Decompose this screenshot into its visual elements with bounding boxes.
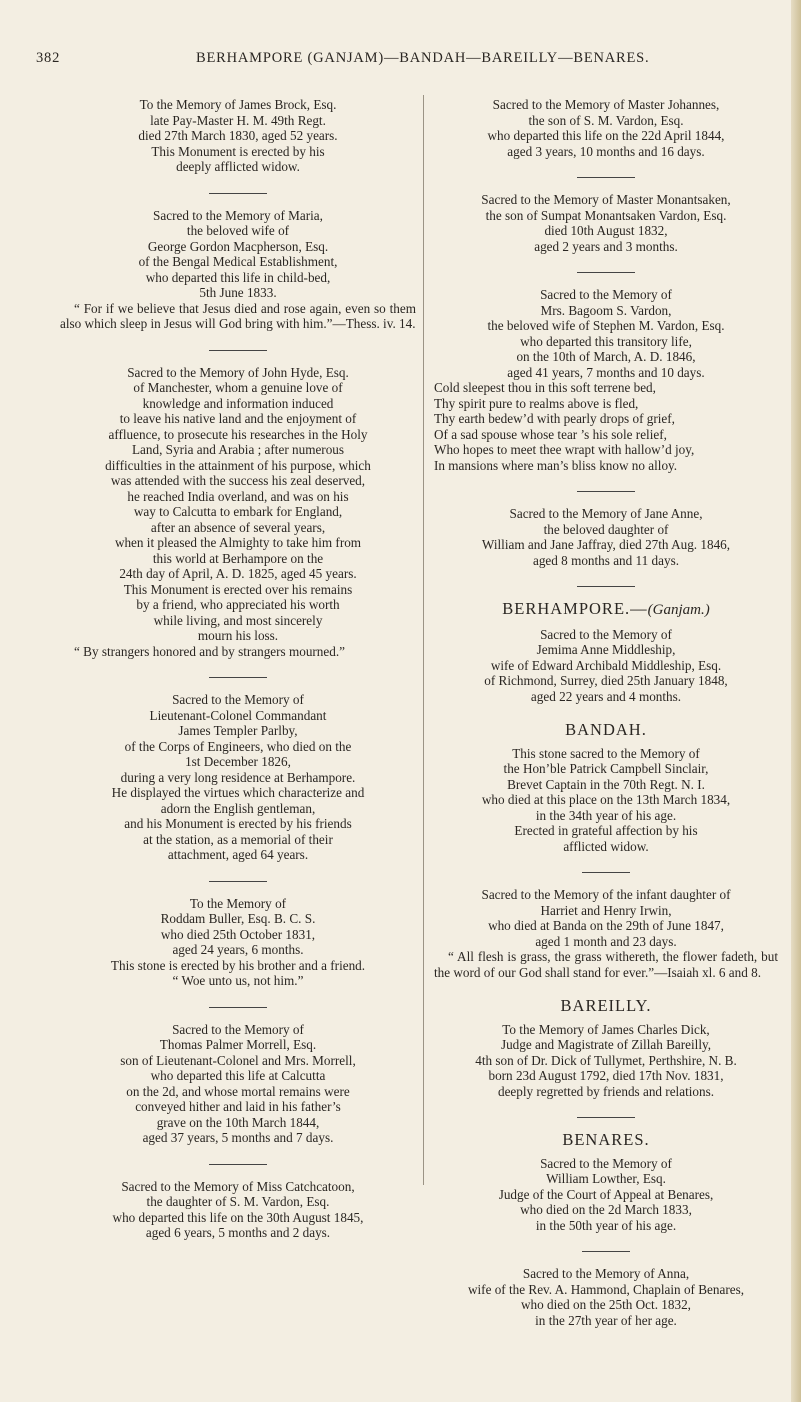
separator-rule bbox=[577, 272, 635, 273]
line: 1st December 1826, bbox=[185, 754, 291, 769]
page-number: 382 bbox=[36, 50, 61, 66]
line: after an absence of several years, bbox=[150, 519, 326, 535]
verse-line: Cold sleepest thou in this soft terrene bed, bbox=[434, 380, 656, 395]
scripture-quote: “ All flesh is grass, the grass withereth, the flower fadeth, but the word of our God shall stand for ever.”—Isaiah xl. 6 and 8. bbox=[434, 949, 778, 980]
line: who departed this life on the 30th August 1845, bbox=[112, 1209, 364, 1225]
line: George Gordon Macpherson, Esq. bbox=[147, 238, 329, 254]
line: grave on the 10th March 1844, bbox=[156, 1114, 320, 1130]
left-column bbox=[60, 97, 416, 1259]
column-divider bbox=[423, 95, 424, 1185]
line: late Pay-Master H. M. 49th Regt. bbox=[150, 112, 326, 128]
line: in the 34th year of his age. bbox=[535, 807, 677, 823]
line: on the 10th of March, A. D. 1846, bbox=[516, 349, 696, 364]
line: Sacred to the Memory of bbox=[172, 692, 304, 707]
line: Sacred to the Memory of Anna, bbox=[522, 1266, 690, 1281]
line: who died 25th October 1831, bbox=[160, 926, 316, 942]
line: of the Bengal Medical Establishment, bbox=[138, 254, 338, 269]
line: deeply afflicted widow. bbox=[176, 159, 300, 174]
epitaph-jane-anne bbox=[434, 506, 778, 568]
line: aged 6 years, 5 months and 2 days. bbox=[145, 1225, 331, 1240]
line: Sacred to the Memory of the infant daughter of bbox=[481, 887, 731, 902]
line: mourn his loss. bbox=[197, 628, 279, 643]
line: the daughter of S. M. Vardon, Esq. bbox=[146, 1194, 330, 1209]
line: 4th son of Dr. Dick of Tullymet, Perthshire, N. B. bbox=[475, 1052, 737, 1068]
line: who departed this life on the 22d April 1844, bbox=[487, 128, 725, 143]
line: James Templer Parlby, bbox=[178, 723, 298, 738]
line: knowledge and information induced bbox=[142, 395, 334, 411]
heading-subtext: (Ganjam.) bbox=[647, 602, 710, 618]
epitaph-lowther bbox=[434, 1156, 778, 1234]
line: Judge of the Court of Appeal at Benares, bbox=[498, 1186, 714, 1202]
separator-rule bbox=[577, 586, 635, 587]
verse-line: Thy spirit pure to realms above is fled, bbox=[434, 395, 639, 411]
line: Lieutenant-Colonel Commandant bbox=[149, 707, 327, 723]
line: the Hon’ble Patrick Campbell Sinclair, bbox=[503, 761, 709, 776]
line: this world at Berhampore on the bbox=[152, 550, 324, 566]
line: while living, and most sincerely bbox=[153, 612, 323, 628]
verse bbox=[434, 380, 778, 473]
line: Sacred to the Memory of bbox=[540, 287, 672, 302]
line: Sacred to the Memory of bbox=[540, 1155, 672, 1171]
section-heading-benares: BENARES. bbox=[562, 1130, 650, 1149]
right-column bbox=[434, 97, 778, 1346]
line: attachment, aged 64 years. bbox=[167, 847, 309, 862]
line: Mrs. Bagoom S. Vardon, bbox=[540, 302, 672, 318]
epitaph-brock bbox=[60, 97, 416, 175]
header-title: BERHAMPORE (GANJAM)—BANDAH—BAREILLY—BENARES. bbox=[196, 50, 650, 66]
line: who died on the 2d March 1833, bbox=[520, 1202, 692, 1217]
line: son of Lieutenant-Colonel and Mrs. Morrell, bbox=[120, 1052, 356, 1068]
line: 5th June 1833. bbox=[199, 285, 277, 300]
separator-rule bbox=[582, 1251, 630, 1252]
line: aged 2 years and 3 months. bbox=[534, 238, 678, 254]
line: William Lowther, Esq. bbox=[546, 1171, 666, 1186]
line: aged 1 month and 23 days. bbox=[535, 933, 677, 949]
line: Sacred to the Memory of Miss Catchcatoon, bbox=[121, 1178, 355, 1194]
epitaph-sinclair bbox=[434, 746, 778, 855]
line: died 27th March 1830, aged 52 years. bbox=[138, 128, 338, 143]
line: Harriet and Henry Irwin, bbox=[540, 902, 672, 918]
line: To the Memory of James Charles Dick, bbox=[502, 1021, 710, 1037]
line: Jemima Anne Middleship, bbox=[536, 642, 676, 657]
line: he reached India overland, and was on his bbox=[127, 488, 349, 504]
line: who died on the 25th Oct. 1832, bbox=[521, 1297, 691, 1312]
line: aged 22 years and 4 months. bbox=[530, 688, 682, 704]
line: at the station, as a memorial of their bbox=[143, 831, 333, 847]
epitaph-anna-hammond bbox=[434, 1266, 778, 1328]
line: of Manchester, whom a genuine love of bbox=[133, 380, 343, 395]
line: aged 41 years, 7 months and 10 days. bbox=[507, 364, 705, 380]
line: This Monument is erected over his remains bbox=[123, 581, 353, 597]
epitaph-hyde bbox=[60, 365, 416, 660]
epitaph-morrell bbox=[60, 1022, 416, 1146]
page-edge bbox=[791, 0, 801, 1402]
line: who died at this place on the 13th March 1834, bbox=[481, 792, 731, 807]
line: deeply regretted by friends and relations. bbox=[497, 1083, 715, 1099]
separator-rule bbox=[577, 491, 635, 492]
epitaph-monantsaken bbox=[434, 192, 778, 254]
line: Sacred to the Memory of bbox=[172, 1021, 304, 1037]
line: aged 3 years, 10 months and 16 days. bbox=[507, 143, 705, 159]
epitaph-catchcatoon bbox=[60, 1179, 416, 1241]
line: of the Corps of Engineers, who died on the bbox=[124, 738, 352, 754]
line: Sacred to the Memory of Maria, bbox=[153, 207, 323, 223]
line: Roddam Buller, Esq. B. C. S. bbox=[160, 911, 316, 926]
line: Judge and Magistrate of Zillah Bareilly, bbox=[500, 1037, 712, 1052]
line: conveyed hither and laid in his father’s bbox=[135, 1099, 341, 1114]
line: during a very long residence at Berhampore. bbox=[120, 769, 356, 785]
section-heading-berhampore bbox=[434, 601, 778, 619]
line: afflicted widow. bbox=[563, 838, 649, 854]
line: in the 27th year of her age. bbox=[535, 1312, 677, 1328]
epitaph-dick bbox=[434, 1022, 778, 1100]
epitaph-bagoom-vardon bbox=[434, 287, 778, 473]
line: affluence, to prosecute his researches in the Holy bbox=[108, 426, 368, 442]
verse-line: In mansions where man’s bliss know no alloy. bbox=[434, 457, 678, 473]
line: the beloved wife of bbox=[186, 223, 290, 238]
scripture-quote: “ For if we believe that Jesus died and rose again, even so them also which sleep in Jesus will God bring with him.”—Thess. iv. 14. bbox=[60, 300, 416, 331]
epitaph-maria bbox=[60, 208, 416, 332]
separator-rule bbox=[209, 1164, 267, 1165]
line: This stone sacred to the Memory of bbox=[512, 745, 700, 761]
line: when it pleased the Almighty to take him from bbox=[114, 535, 362, 550]
line: Sacred to the Memory of John Hyde, Esq. bbox=[127, 364, 349, 380]
separator-rule bbox=[209, 350, 267, 351]
line: in the 50th year of his age. bbox=[535, 1217, 677, 1233]
heading-text: BERHAMPORE.— bbox=[502, 599, 648, 618]
line: Brevet Captain in the 70th Regt. N. I. bbox=[507, 776, 705, 792]
line: To the Memory of James Brock, Esq. bbox=[139, 97, 337, 112]
line: Land, Syria and Arabia ; after numerous bbox=[131, 442, 345, 457]
line: William and Jane Jaffray, died 27th Aug. 1846, bbox=[481, 537, 731, 552]
line: wife of the Rev. A. Hammond, Chaplain of Benares, bbox=[467, 1281, 744, 1297]
epitaph-middleship bbox=[434, 627, 778, 705]
line: This Monument is erected by his bbox=[151, 143, 325, 159]
line: by a friend, who appreciated his worth bbox=[136, 597, 340, 612]
section-heading-bareilly: BAREILLY. bbox=[560, 996, 652, 1015]
line: the beloved wife of Stephen M. Vardon, Esq. bbox=[487, 318, 725, 333]
line: Sacred to the Memory of Master Johannes, bbox=[492, 97, 720, 112]
line: died 10th August 1832, bbox=[544, 223, 668, 238]
line: who died at Banda on the 29th of June 1847, bbox=[488, 918, 724, 933]
line: Sacred to the Memory of bbox=[540, 626, 672, 642]
epitaph-parlby bbox=[60, 692, 416, 863]
line: and his Monument is erected by his friends bbox=[124, 816, 352, 831]
line: wife of Edward Archibald Middleship, Esq. bbox=[490, 657, 722, 673]
separator-rule bbox=[209, 193, 267, 194]
epitaph-buller bbox=[60, 896, 416, 989]
line: This stone is erected by his brother and a friend. bbox=[110, 957, 366, 973]
line: the beloved daughter of bbox=[543, 521, 669, 537]
line: Erected in grateful affection by his bbox=[514, 823, 698, 838]
line: 24th day of April, A. D. 1825, aged 45 years. bbox=[119, 566, 357, 581]
line: difficulties in the attainment of his purpose, which bbox=[105, 457, 371, 473]
line: aged 8 months and 11 days. bbox=[532, 552, 679, 568]
line: way to Calcutta to embark for England, bbox=[133, 504, 343, 519]
line: born 23d August 1792, died 17th Nov. 1831, bbox=[488, 1068, 724, 1083]
epitaph-irwin bbox=[434, 887, 778, 980]
verse-line: Of a sad spouse whose tear ’s his sole relief, bbox=[434, 426, 667, 442]
separator-rule bbox=[577, 177, 635, 178]
line: who departed this life at Calcutta bbox=[150, 1068, 326, 1083]
line: Thomas Palmer Morrell, Esq. bbox=[159, 1037, 317, 1052]
line: He displayed the virtues which characterize and bbox=[111, 785, 365, 800]
separator-rule bbox=[582, 872, 630, 873]
line: was attended with the success his zeal deserved, bbox=[110, 473, 366, 488]
line: to leave his native land and the enjoyment of bbox=[119, 411, 357, 426]
line: aged 24 years, 6 months. bbox=[172, 942, 304, 957]
separator-rule bbox=[577, 1117, 635, 1118]
line: To the Memory of bbox=[189, 895, 287, 911]
line: “ Woe unto us, not him.” bbox=[172, 973, 304, 988]
verse-line: Who hopes to meet thee wrapt with hallow’d joy, bbox=[434, 442, 695, 457]
quote: “ By strangers honored and by strangers mourned.” bbox=[74, 643, 346, 659]
line: of Richmond, Surrey, died 25th January 1848, bbox=[484, 673, 728, 688]
line: the son of S. M. Vardon, Esq. bbox=[528, 112, 684, 128]
epitaph-johannes bbox=[434, 97, 778, 159]
line: who departed this life in child-bed, bbox=[145, 269, 331, 285]
line: on the 2d, and whose mortal remains were bbox=[126, 1083, 350, 1099]
line: Sacred to the Memory of Master Monantsaken, bbox=[481, 192, 731, 207]
separator-rule bbox=[209, 677, 267, 678]
section-heading-bandah: BANDAH. bbox=[565, 720, 647, 739]
line: the son of Sumpat Monantsaken Vardon, Esq. bbox=[485, 207, 727, 223]
line: who departed this transitory life, bbox=[520, 333, 692, 349]
verse-line: Thy earth bedew’d with pearly drops of grief, bbox=[434, 411, 675, 426]
line: adorn the English gentleman, bbox=[160, 800, 316, 816]
line: aged 37 years, 5 months and 7 days. bbox=[142, 1130, 334, 1145]
separator-rule bbox=[209, 1007, 267, 1008]
separator-rule bbox=[209, 881, 267, 882]
line: Sacred to the Memory of Jane Anne, bbox=[509, 506, 703, 521]
